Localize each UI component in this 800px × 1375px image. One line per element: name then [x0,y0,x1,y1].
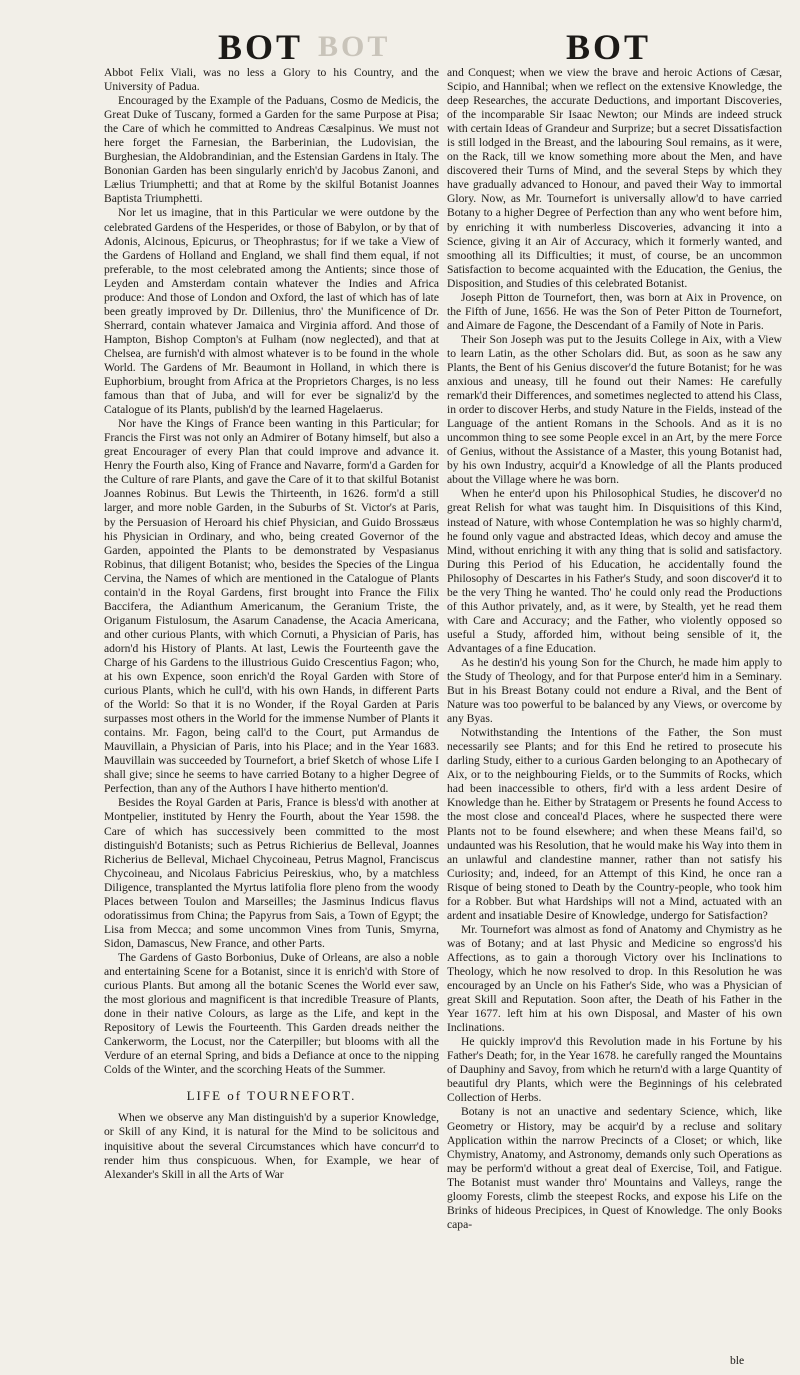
paragraph: When we observe any Man distinguish'd by a superior Knowledge, or Skill of any Kind, it is natural for the Mind to be solicitous and inquisitive about the several Circumstances which have concurr'd to render him thus conspicuous. When, for Example, we hear of Alexander's Skill in all the Arts of War [104,1111,439,1181]
paragraph: When he enter'd upon his Philosophical Studies, he discover'd no great Relish for what was taught him. In Disquisitions of this Kind, instead of Nature, with whose Contemplation he was so highly charm'd, he found only vague and abstracted Ideas, which decoy and amuse the Mind, without enriching it with any thing that is solid and satisfactory. During this Period of his Education, he accidentally found the Philosophy of Descartes in his Father's Study, and soon discover'd it to be the very Thing he wanted. Tho' he could only read the Productions of this Author privately, and, as it were, by Stealth, yet he read them with Care and Accuracy; and the Father, who violently opposed so useful a Study, afforded him, without being sensible of it, the Advantages of a fine Education. [447,487,782,655]
catchword: ble [730,1354,745,1367]
paragraph: As he destin'd his young Son for the Church, he made him apply to the Study of Theology, and for that Purpose enter'd him in a Seminary. But in his Breast Botany could not endure a Rival, and the Bent of Nature was too powerful to be balanced by any Views, or overcome by any Byas. [447,655,782,726]
paragraph: Nor have the Kings of France been wanting in this Particular; for Francis the First was not only an Admirer of Botany himself, but also a great Encourager of every Plan that could improve and advance it. Henry the Fourth also, King of France and Navarre, form'd a Garden for the Culture of rare Plants, and gave the Care of it to that skilful Botanist Joannes Robinus. But Lewis the Thirteenth, in 1626. form'd a still larger, and more noble Garden, in the Suburbs of St. Victor's at Paris, by the Persuasion of Heroard his chief Physician, and Guido Brossæus his Physician in Ordinary, and who, being created Governor of the Garden, appointed the Plants to be demonstrated by Vespasianus Robinus, that diligent Botanist; who, besides the Species of the Lingua Cervina, the Names of which are mentioned in the Catalogue of Plants contain'd in the Royal Gardens, first brought into France the Filix Baccifera, the Adianthum Americanum, the Geranium Triste, the Origanum Fistulosum, the Asarum Canadense, the Acacia Americana, and other curious Plants, with which Cornuti, a Physician of Paris, has adorn'd his History of Plants. At last, Lewis the Fourteenth gave the Charge of his Gardens to the illustrious Guido Crescentius Fagon; who, at his own Expence, soon enrich'd the Royal Garden with Store of curious Plants, which he cull'd, with his own Hands, in different Parts of the World: So that it is no Wonder, if the Royal Garden at Paris surpasses most others in the World for the immense Number of Plants it contains. Mr. Fagon, being call'd to the Court, put Armandus de Mauvillain, a Physician of Paris, into his Place; and in the Year 1683. Mauvillain was succeeded by Tournefort, a brief Sketch of whose Life I shall give; since he seems to have carried Botany to a higher Degree of Perfection, than any of the Authors I have hitherto mention'd. [104,417,439,796]
paragraph: Notwithstanding the Intentions of the Father, the Son must necessarily see Plants; and for this End he retired to prosecute his darling Study, either to a curious Garden belonging to an Apothecary of Aix, or to the neighbouring Fields, or to the Summits of Rocks, which had been inaccessible to others, fir'd with a less ardent Desire of Knowledge than he. Either by Stratagem or Presents he found Access to the most close and conceal'd Places, where he suspected there were Plants not to be found elsewhere; and when these Means fail'd, so undaunted was his Resolution, that he would make his Way into them in an unlawful and clandestine manner, rather than not satisfy his Curiosity; and, indeed, for an Attempt of this Kind, he once ran a Risque of being stoned to Death by the Country-people, who took him for a Robber. But what Hardships will not a Mind, actuated with an ardent and insatiable Desire of Knowledge, undergo for Satisfaction? [447,726,782,922]
running-head-right: BOT [566,27,652,67]
left-column [104,66,439,1182]
paragraph: Besides the Royal Garden at Paris, France is bless'd with another at Montpelier, instituted by Henry the Fourth, about the Year 1598. the Care of which has successively been committed to the most distinguish'd Botanists; such as Petrus Richierius de Belleval, Joannes Richerius de Belleval, Michael Chycoineau, Petrus Magnol, Franciscus Chycoineau, and Nicolaus Fabricius Peireskius, who, by a matchless Diligence, transplanted the Myrtus latifolia flore pleno from the woody Places between Toulon and Marseilles; the Jasminus Indicus flavus odoratissimus from China; the Papyrus from Sais, a Town of Egypt; the Lisa from Mecca; and some uncommon Vines from Tunis, Smyrna, Sidon, Damascus, New France, and other Parts. [104,796,439,950]
paragraph: Botany is not an unactive and sedentary Science, which, like Geometry or History, may be acquir'd by a recluse and solitary Application within the narrow Precincts of a Closet; or which, like Chymistry, Anatomy, and Astronomy, demands only such Operations as may be perform'd without a great deal of Exercise, Toil, and Fatigue. The Botanist must wander thro' Mountains and Valleys, range the gloomy Forests, climb the steepest Rocks, and expose his Life on the Brinks of hideous Precipices, in Quest of Knowledge. The only Books capa- [447,1105,782,1231]
paragraph: He quickly improv'd this Revolution made in his Fortune by his Father's Death; for, in the Year 1678. he carefully ranged the Mountains of Dauphiny and Savoy, from which he return'd with a large Quantity of beautiful dry Plants, which were the Beginnings of his celebrated Collection of Herbs. [447,1035,782,1105]
paragraph: Their Son Joseph was put to the Jesuits College in Aix, with a View to learn Latin, as the other Scholars did. But, as soon as he saw any Plants, the Bent of his Genius discover'd the future Botanist; for he was anxious and uneasy, till he found out their Names: He carefully remark'd their Differences, and sometimes neglected to attend his Class, in order to discover Herbs, and study Nature in the Fields, instead of the Language of the antient Romans in the Schools. And as it is no uncommon thing to see some People excel in an Art, by the mere Force of Genius, without the Assistance of a Master, this young Botanist had, by his own Industry, acquir'd a Knowledge of all the Plants produced about the Village where he was born. [447,332,782,487]
right-column [447,66,782,1232]
running-head-left: BOT [218,27,304,67]
paragraph: Nor let us imagine, that in this Particular we were outdone by the celebrated Gardens of the Hesperides, or those of Babylon, or by that of Adonis, Alcinous, Epicurus, or Theophrastus; for if we take a View of the Gardens of Holland and England, we shall find them equal, if not preferable, to the most celebrated among the Antients; since those of Leyden and Amsterdam contain whatever the Indies and Africa produce: And those of London and Oxford, the last of which has of late been greatly improved by Dr. Dillenius, thro' the Munificence of Dr. Sherrard, contain whatever Jamaica and Virginia afford. And those of Hampton, Bishop Compton's at Fulham (now neglected), and that at Chelsea, are furnish'd with almost whatever is to be found in the whole World. The Gardens of Mr. Beaumont in Holland, in which there is Euphorbium, brought from Africa at the Proprietors Charges, is no less famous than that of Juba, and will for ever be signaliz'd by the Catalogue of its Plants, publish'd by the learned Hagelaerus. [104,206,439,417]
paragraph: and Conquest; when we view the brave and heroic Actions of Cæsar, Scipio, and Hannibal; when we reflect on the extensive Knowledge, the deep Researches, the accurate Deductions, and important Discoveries, of the incomparable Sir Isaac Newton; our Minds are indeed struck with certain Ideas of Grandeur and Surprize; but a secret Dissatisfaction is still lodged in the Breast, and the labouring Soul remains, as it were, on the Rack, till we know something more about the Men, and have discovered their Turns of Mind, and the several Steps by which they have gradually advanced to Honour, and paved their Way to immortal Glory. Now, as Mr. Tournefort is universally allow'd to have carried Botany to a higher Degree of Perfection than any who went before him, by enriching it with numberless Discoveries, advancing it into a Science, giving it an Air of Accuracy, which it formerly wanted, and smoothing all its Difficulties; it must, of course, be an uncommon Satisfaction to become acquainted with the Education, the Genius, the Disposition, and Studies of this celebrated Botanist. [447,66,782,290]
section-title: LIFE of TOURNEFORT. [186,1088,357,1104]
paragraph: Encouraged by the Example of the Paduans, Cosmo de Medicis, the Great Duke of Tuscany, formed a Garden for the same Purpose at Pisa; the Care of which he committed to Andreas Cæsalpinus. We must not here forget the Farnesian, the Barberinian, the Ludovisian, the Burghesian, the Aldobrandinian, and the Estensian Gardens in Italy. The Bononian Garden has been singularly enrich'd by Jacobus Zanoni, and Lælius Triumphetti; and that at Rome by the skilful Botanist Joannes Baptista Triumphetti. [104,94,439,206]
paragraph: Mr. Tournefort was almost as fond of Anatomy and Chymistry as he was of Botany; and at last Physic and Medicine so engross'd his Affections, as to gain a thorough Victory over his Inclinations to Theology, which he now resolved to drop. In this Resolution he was encouraged by an Uncle on his Father's Side, who was a Physician of great Skill and Reputation. Soon after, the Death of his Father in the Year 1677. left him at his own Disposal, and Master of his own Inclinations. [447,922,782,1035]
running-head-bleedthrough: BOT [318,30,391,63]
paragraph: The Gardens of Gasto Borbonius, Duke of Orleans, are also a noble and entertaining Scene for a Botanist, since it is enrich'd with Store of curious Plants. But among all the botanic Scenes the World ever saw, the most glorious and magnificent is that incredible Treasure of Plants, done in their native Colours, as large as the Life, and kept in the Repository of Lewis the Fourteenth. This Garden dreads neither the Cankerworm, the Locust, nor the Caterpiller; but blooms with all the Verdure of an eternal Spring, and bids a Defiance at once to the nipping Colds of the Winter, and the scorching Heats of the Summer. [104,950,439,1077]
paragraph: Joseph Pitton de Tournefort, then, was born at Aix in Provence, on the Fifth of June, 1656. He was the Son of Peter Pitton de Tournefort, and Aimare de Fagone, the Descendant of a Family of Note in Paris. [447,290,782,332]
paragraph: Abbot Felix Viali, was no less a Glory to his Country, and the University of Padua. [104,66,439,94]
